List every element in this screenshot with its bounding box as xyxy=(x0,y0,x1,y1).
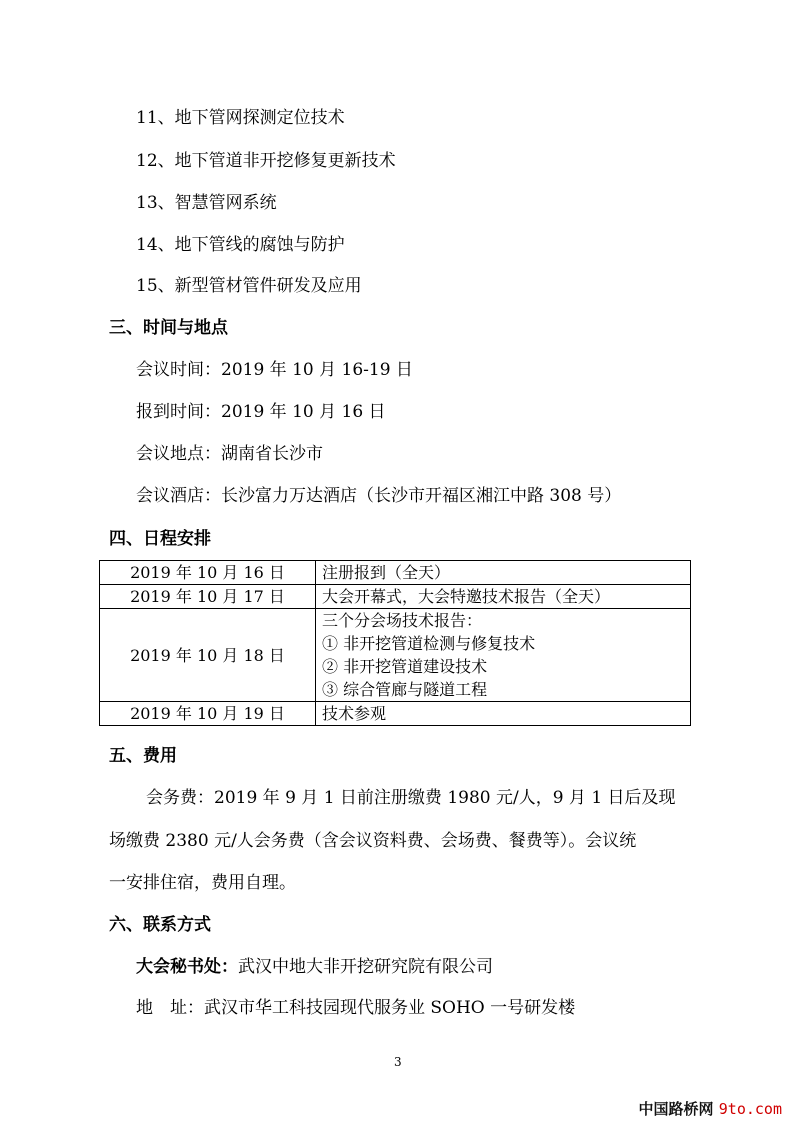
watermark-brand: 中国路桥网 xyxy=(638,1100,714,1118)
schedule-date: 2019 年 10 月 16 日 xyxy=(100,561,316,585)
schedule-date: 2019 年 10 月 17 日 xyxy=(100,585,316,609)
topic-12: 12、地下管道非开挖修复更新技术 xyxy=(136,151,396,171)
section4-heading: 四、日程安排 xyxy=(109,529,211,549)
fee-paragraph-line-3: 一安排住宿，费用自理。 xyxy=(109,873,296,893)
table-row xyxy=(100,585,691,609)
section6-heading: 六、联系方式 xyxy=(109,915,211,935)
schedule-date: 2019 年 10 月 18 日 xyxy=(100,609,316,702)
topic-14: 14、地下管线的腐蚀与防护 xyxy=(136,235,345,255)
schedule-item: 大会开幕式，大会特邀技术报告（全天） xyxy=(316,585,691,609)
schedule-item: 注册报到（全天） xyxy=(316,561,691,585)
fee-paragraph-line-1: 会务费：2019 年 9 月 1 日前注册缴费 1980 元/人，9 月 1 日后及现 xyxy=(146,788,676,808)
address-label: 地 址： xyxy=(136,998,204,1018)
table-row xyxy=(100,561,691,585)
secretariat-value: 武汉中地大非开挖研究院有限公司 xyxy=(238,957,493,977)
page-number: 3 xyxy=(394,1055,402,1069)
schedule-table xyxy=(99,560,691,726)
table-row xyxy=(100,702,691,726)
address-value: 武汉市华工科技园现代服务业 SOHO 一号研发楼 xyxy=(204,998,576,1018)
registration-time: 报到时间：2019 年 10 月 16 日 xyxy=(136,402,386,422)
secretariat-label: 大会秘书处： xyxy=(136,957,238,977)
section3-heading: 三、时间与地点 xyxy=(109,318,228,338)
secretariat-line xyxy=(136,956,493,978)
schedule-item: 技术参观 xyxy=(316,702,691,726)
schedule-items xyxy=(316,609,691,702)
schedule-item: ③ 综合管廊与隧道工程 xyxy=(322,680,488,699)
schedule-item: ① 非开挖管道检测与修复技术 xyxy=(322,634,536,653)
watermark xyxy=(639,1098,782,1119)
topic-13: 13、智慧管网系统 xyxy=(136,193,277,213)
table-row xyxy=(100,609,691,702)
schedule-date: 2019 年 10 月 19 日 xyxy=(100,702,316,726)
schedule-item: 三个分会场技术报告： xyxy=(322,611,483,630)
meeting-time: 会议时间：2019 年 10 月 16-19 日 xyxy=(136,360,413,380)
meeting-location: 会议地点：湖南省长沙市 xyxy=(136,444,323,464)
meeting-hotel: 会议酒店：长沙富力万达酒店（长沙市开福区湘江中路 308 号） xyxy=(136,486,622,506)
section5-heading: 五、费用 xyxy=(109,746,177,766)
address-line xyxy=(136,997,575,1019)
topic-11: 11、地下管网探测定位技术 xyxy=(136,108,345,128)
topic-15: 15、新型管材管件研发及应用 xyxy=(136,276,362,296)
watermark-site: 9to.com xyxy=(718,1100,782,1118)
fee-paragraph-line-2: 场缴费 2380 元/人会务费（含会议资料费、会场费、餐费等）。会议统 xyxy=(109,831,637,851)
schedule-item: ② 非开挖管道建设技术 xyxy=(322,657,488,676)
